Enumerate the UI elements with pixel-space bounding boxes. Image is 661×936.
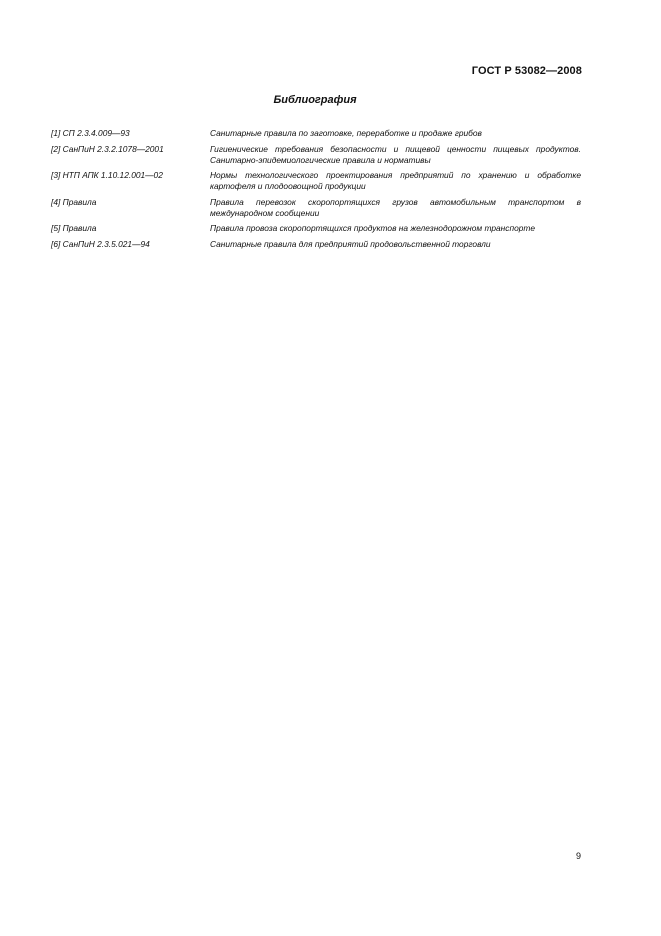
reference-id: [1] СП 2.3.4.009—93: [51, 128, 130, 138]
reference-id: [2] СанПиН 2.3.2.1078—2001: [51, 143, 164, 154]
bibliography-entry: [51, 170, 581, 192]
reference-id: [6] СанПиН 2.3.5.021—94: [51, 238, 150, 249]
bibliography-list: [51, 128, 581, 254]
reference-title: Санитарные правила для предприятий продовольственной торговли: [210, 238, 491, 249]
page-title: Библиография: [273, 94, 357, 106]
reference-id: [3] НТП АПК 1.10.12.001—02: [51, 170, 163, 180]
bibliography-entry: [51, 239, 581, 250]
reference-id: [5] Правила: [51, 223, 97, 233]
reference-title: Правила перевозок скоропортящихся грузов автомобильным транспортом в международном сообщении: [210, 196, 581, 218]
reference-title: Нормы технологического проектирования предприятий по хранению и обработке картофеля и плодоовощной продукции: [210, 170, 581, 191]
reference-title: Санитарные правила по заготовке, переработке и продаже грибов: [210, 128, 482, 138]
bibliography-entry: [51, 128, 581, 139]
reference-title: Правила провоза скоропортящихся продуктов на железнодорожном транспорте: [210, 223, 536, 233]
reference-id: [4] Правила: [51, 196, 97, 207]
page-number: 9: [575, 851, 581, 861]
bibliography-entry: [51, 223, 581, 234]
document-number: ГОСТ Р 53082—2008: [471, 65, 582, 77]
reference-title: Гигиенические требования безопасности и пищевой ценности пищевых продуктов. Санитарно-эпидемиологические правила и нормативы: [210, 143, 581, 165]
bibliography-entry: [51, 197, 581, 219]
bibliography-entry: [51, 144, 581, 166]
